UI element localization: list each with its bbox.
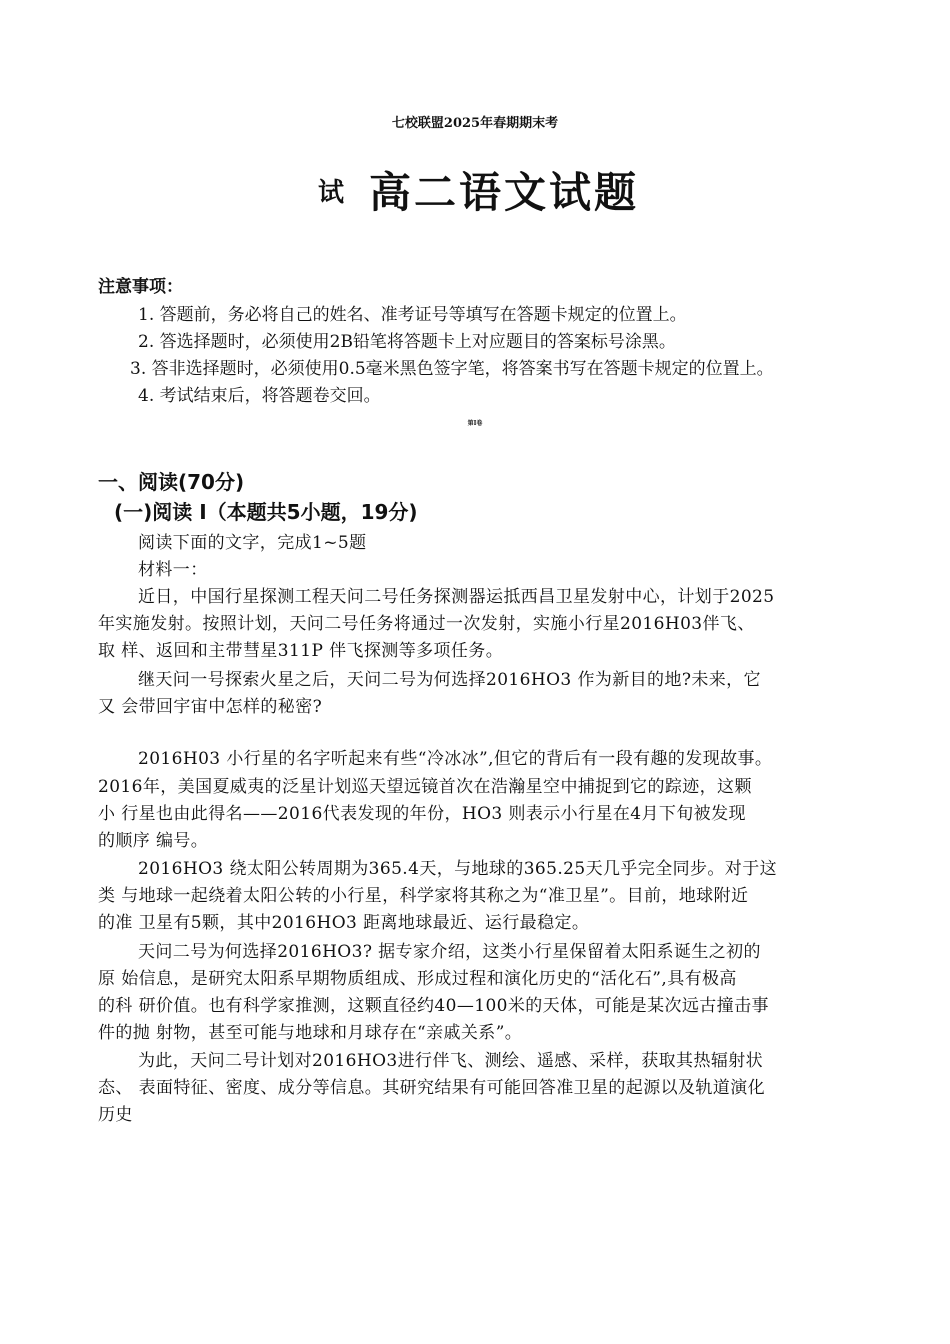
passage-line: 类 与地球一起绕着太阳公转的小行星，科学家将其称之为“准卫星”。目前，地球附近 bbox=[98, 886, 749, 906]
exam-title-line1: 七校联盟2025年春期期末考 bbox=[391, 116, 559, 131]
notice-item-3: 3. 答非选择题时，必须使用0.5毫米黑色签字笔，将答案书写在答题卡规定的位置上。 bbox=[130, 359, 774, 379]
passage-line: 2016年，美国夏威夷的泛星计划巡天望远镜首次在浩瀚星空中捕捉到它的踪迹，这颗 bbox=[98, 777, 752, 797]
passage-line: 小 行星也由此得名——2016代表发现的年份，HO3 则表示小行星在4月下旬被发现 bbox=[98, 804, 746, 824]
passage-line: 原 始信息，是研究太阳系早期物质组成、形成过程和演化历史的“活化石”,具有极高 bbox=[98, 969, 737, 989]
passage-line: 又 会带回宇宙中怎样的秘密? bbox=[98, 697, 323, 717]
material-label: 材料一： bbox=[138, 560, 208, 580]
notice-item-2: 2. 答选择题时，必须使用2B铅笔将答题卡上对应题目的答案标号涂黑。 bbox=[138, 332, 676, 352]
passage-line: 继天问一号探索火星之后，天问二号为何选择2016HO3 作为新目的地?未来，它 bbox=[138, 670, 761, 690]
passage-line: 的顺序 编号。 bbox=[98, 831, 209, 851]
passage-line: 历史 bbox=[98, 1105, 133, 1125]
section-heading: 一、阅读(70分) bbox=[98, 470, 245, 494]
passage-line: 2016HO3 绕太阳公转周期为365.4天，与地球的365.25天几乎完全同步。对于这 bbox=[138, 859, 777, 879]
notice-heading: 注意事项： bbox=[98, 277, 183, 297]
passage-line: 取 样、返回和主带彗星311P 伴飞探测等多项任务。 bbox=[98, 641, 504, 661]
passage-line: 态、 表面特征、密度、成分等信息。其研究结果有可能回答准卫星的起源以及轨道演化 bbox=[98, 1078, 766, 1098]
passage-line: 为此，天问二号计划对2016HO3进行伴飞、测绘、遥感、采样，获取其热辐射状 bbox=[138, 1051, 764, 1071]
passage-line: 件的抛 射物，甚至可能与地球和月球存在“亲戚关系”。 bbox=[98, 1023, 523, 1043]
reading-instruction: 阅读下面的文字，完成1~5题 bbox=[138, 533, 367, 553]
title-prefix: 试 bbox=[318, 178, 348, 208]
section-subheading: (一)阅读 Ⅰ（本题共5小题，19分) bbox=[114, 500, 418, 524]
passage-line: 的科 研价值。也有科学家推测，这颗直径约40—100米的天体，可能是某次远古撞击事 bbox=[98, 996, 769, 1016]
part-title: 第Ⅰ卷 bbox=[467, 420, 483, 427]
passage-line: 2016H03 小行星的名字听起来有些“冷冰冰”,但它的背后有一段有趣的发现故事。 bbox=[138, 749, 773, 769]
exam-title-line2 bbox=[318, 160, 639, 220]
passage-line: 的准 卫星有5颗，其中2016HO3 距离地球最近、运行最稳定。 bbox=[98, 913, 590, 933]
passage-line: 年实施发射。按照计划，天问二号任务将通过一次发射，实施小行星2016H03伴飞、 bbox=[98, 614, 755, 634]
passage-line: 近日，中国行星探测工程天问二号任务探测器运抵西昌卫星发射中心，计划于2025 bbox=[138, 587, 775, 607]
notice-item-4: 4. 考试结束后，将答题卷交回。 bbox=[138, 386, 381, 406]
exam-subject-title: 高二语文试题 bbox=[369, 168, 640, 217]
passage-line: 天问二号为何选择2016HO3? 据专家介绍，这类小行星保留着太阳系诞生之初的 bbox=[138, 942, 761, 962]
notice-item-1: 1. 答题前，务必将自己的姓名、准考证号等填写在答题卡规定的位置上。 bbox=[138, 305, 687, 325]
